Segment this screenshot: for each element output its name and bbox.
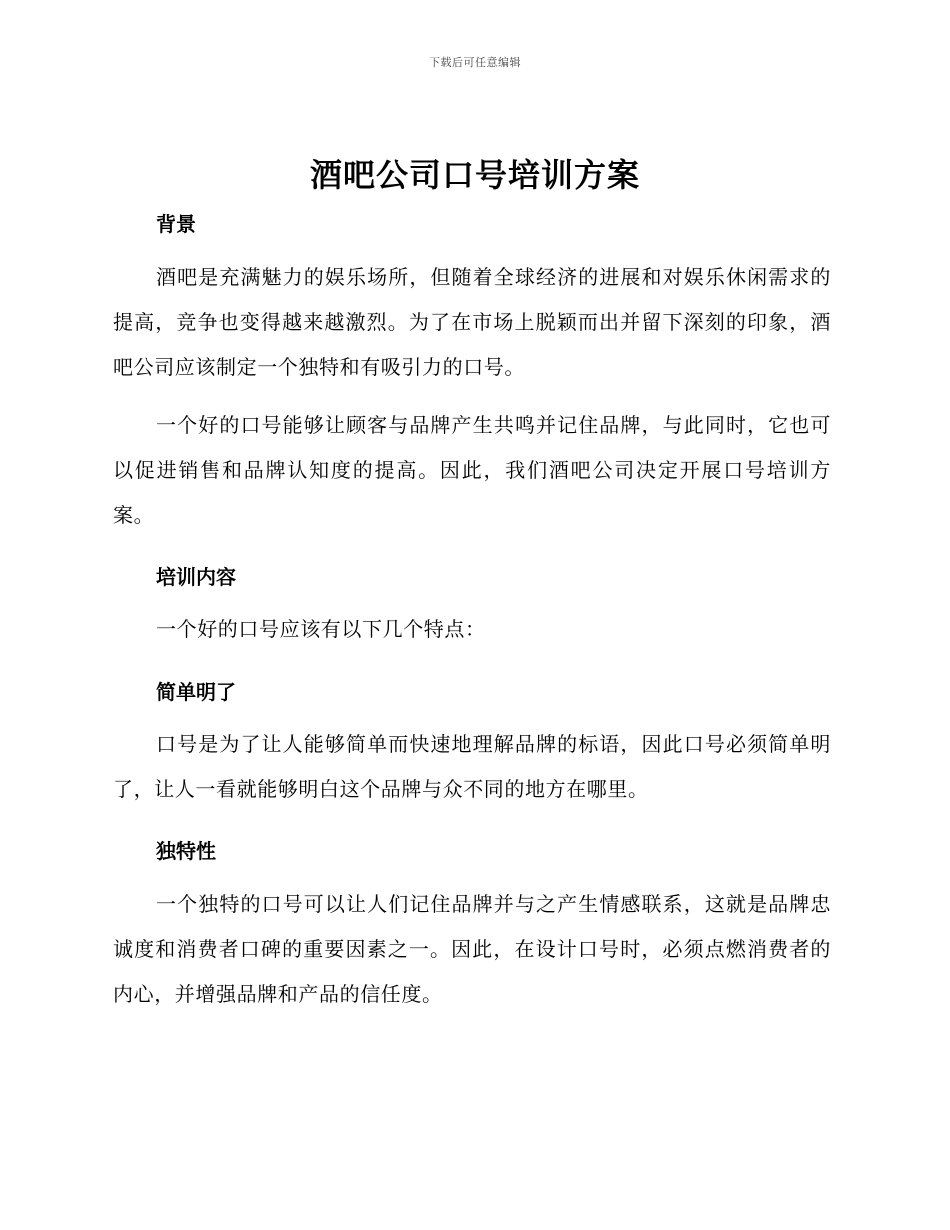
section-heading-training: 培训内容 xyxy=(156,565,236,589)
section-heading-unique: 独特性 xyxy=(156,839,216,863)
paragraph-background-2: 一个好的口号能够让顾客与品牌产生共鸣并记住品牌，与此同时，它也可以促进销售和品牌认知度的提高。因此，我们酒吧公司决定开展口号培训方案。 xyxy=(113,413,831,527)
paragraph-training-intro: 一个好的口号应该有以下几个特点： xyxy=(156,617,486,641)
paragraph-background-1: 酒吧是充满魅力的娱乐场所，但随着全球经济的进展和对娱乐休闲需求的提高，竞争也变得越来越激烈。为了在市场上脱颖而出并留下深刻的印象，酒吧公司应该制定一个独特和有吸引力的口号。 xyxy=(113,265,831,379)
paragraph-unique: 一个独特的口号可以让人们记住品牌并与之产生情感联系，这就是品牌忠诚度和消费者口碑的重要因素之一。因此，在设计口号时，必须点燃消费者的内心，并增强品牌和产品的信任度。 xyxy=(113,892,831,1006)
header-note: 下载后可任意编辑 xyxy=(429,56,521,69)
section-heading-simple: 简单明了 xyxy=(156,680,236,704)
paragraph-simple: 口号是为了让人能够简单而快速地理解品牌的标语，因此口号必须简单明了，让人一看就能够明白这个品牌与众不同的地方在哪里。 xyxy=(113,732,831,801)
section-heading-background: 背景 xyxy=(156,212,196,236)
document-title: 酒吧公司口号培训方案 xyxy=(309,156,640,194)
